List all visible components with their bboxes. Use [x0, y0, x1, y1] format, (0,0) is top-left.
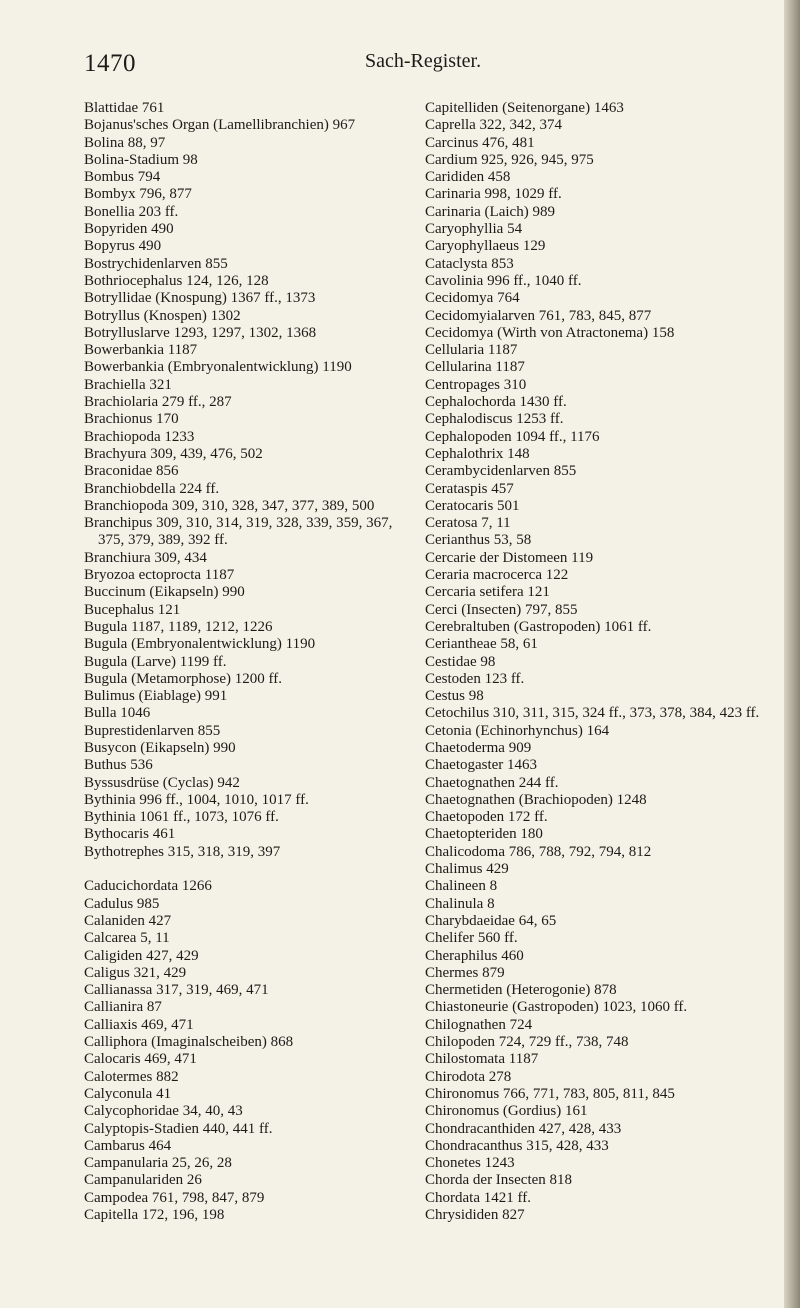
right-column — [425, 100, 785, 1224]
index-entry: Bryozoa ectoprocta 1187 — [84, 567, 235, 584]
index-entry: Braconidae 856 — [84, 463, 179, 480]
index-entry: Cerebraltuben (Gastropoden) 1061 ff. — [425, 618, 652, 635]
index-entry: Blattidae 761 — [84, 100, 165, 116]
page-number: 1470 — [84, 50, 136, 77]
index-entry: Brachionus 170 — [84, 411, 179, 428]
index-entry: Chilopoden 724, 729 ff., 738, 748 — [425, 1034, 629, 1051]
index-entry: Brachiopoda 1233 — [84, 428, 195, 445]
index-entry: Branchipus 309, 310, 314, 319, 328, 339, 359, 367, 375, 379, 389, 392 ff. — [84, 515, 393, 549]
index-entry: Carinaria (Laich) 989 — [425, 203, 555, 220]
index-entry: Bulla 1046 — [84, 705, 151, 722]
index-entry: Chermetiden (Heterogonie) 878 — [425, 982, 617, 999]
index-entry: Cecidomya (Wirth von Atractonema) 158 — [425, 324, 675, 341]
index-entry: Cadulus 985 — [84, 895, 160, 912]
index-entry: Bugula (Embryonalentwicklung) 1190 — [84, 636, 316, 653]
index-entry: Calycophoridae 34, 40, 43 — [84, 1103, 243, 1120]
index-entry: Ceraria macrocerca 122 — [425, 567, 569, 584]
index-entry: Chaetognathen 244 ff. — [425, 774, 559, 791]
index-entry: Chermes 879 — [425, 964, 505, 981]
index-entry: Cerataspis 457 — [425, 480, 514, 497]
index-entry: Cercaria setifera 121 — [425, 584, 550, 601]
left-column — [84, 100, 419, 1224]
index-entry: Chordata 1421 ff. — [425, 1189, 531, 1206]
index-entry: Chironomus 766, 771, 783, 805, 811, 845 — [425, 1085, 675, 1102]
index-entry: Bugula 1187, 1189, 1212, 1226 — [84, 618, 273, 635]
index-entry: Caryophyllaeus 129 — [425, 238, 546, 255]
index-entry: Capitelliden (Seitenorgane) 1463 — [425, 100, 624, 116]
index-entry: Bugula (Larve) 1199 ff. — [84, 653, 227, 670]
index-entry: Charybdaeidae 64, 65 — [425, 912, 557, 929]
index-entry: Buprestidenlarven 855 — [84, 722, 221, 739]
index-entry: Chilostomata 1187 — [425, 1051, 539, 1068]
index-entry: Chalineen 8 — [425, 878, 498, 895]
section-gap — [84, 861, 419, 878]
index-entry: Cephalochorda 1430 ff. — [425, 394, 567, 411]
index-entry: Bothriocephalus 124, 126, 128 — [84, 272, 269, 289]
index-entry: Caligiden 427, 429 — [84, 947, 199, 964]
index-entry: Chirodota 278 — [425, 1068, 512, 1085]
index-entry: Capitella 172, 196, 198 — [84, 1207, 225, 1223]
index-entry: Botrylluslarve 1293, 1297, 1302, 1368 — [84, 324, 317, 341]
index-entry: Chaetopoden 172 ff. — [425, 809, 548, 826]
index-entry: Branchiopoda 309, 310, 328, 347, 377, 389, 500 — [84, 497, 375, 514]
index-entry: Calliphora (Imaginalscheiben) 868 — [84, 1034, 294, 1051]
index-entry: Bucephalus 121 — [84, 601, 181, 618]
index-entry: Chelifer 560 ff. — [425, 930, 518, 947]
index-entry: Cheraphilus 460 — [425, 947, 524, 964]
index-entry: Brachiella 321 — [84, 376, 172, 393]
index-entry: Campanulariden 26 — [84, 1172, 202, 1189]
index-entry: Chalicodoma 786, 788, 792, 794, 812 — [425, 843, 652, 860]
index-entry: Cephalopoden 1094 ff., 1176 — [425, 428, 600, 445]
index-entry: Brachyura 309, 439, 476, 502 — [84, 445, 263, 462]
index-entry: Bythotrephes 315, 318, 319, 397 — [84, 843, 281, 860]
index-entry: Cestoden 123 ff. — [425, 670, 525, 687]
index-entry: Ceriantheae 58, 61 — [425, 636, 538, 653]
index-entry: Chonetes 1243 — [425, 1155, 515, 1172]
index-entry: Cerianthus 53, 58 — [425, 532, 532, 549]
page-edge — [784, 0, 800, 1308]
index-entry: Ceratocaris 501 — [425, 497, 520, 514]
index-entry: Callianira 87 — [84, 999, 162, 1016]
index-entry: Cestidae 98 — [425, 653, 496, 670]
index-entry: Cerci (Insecten) 797, 855 — [425, 601, 578, 618]
index-entry: Caryophyllia 54 — [425, 221, 523, 238]
index-entry: Chaetognathen (Brachiopoden) 1248 — [425, 791, 647, 808]
index-entry: Chaetopteriden 180 — [425, 826, 543, 843]
index-entry: Calcarea 5, 11 — [84, 930, 170, 947]
index-entry: Caligus 321, 429 — [84, 964, 187, 981]
index-entry: Bopyriden 490 — [84, 221, 174, 238]
index-entry: Botryllus (Knospen) 1302 — [84, 307, 241, 324]
index-entry: Bojanus'sches Organ (Lamellibranchien) 967 — [84, 117, 356, 134]
index-entry: Bulimus (Eiablage) 991 — [84, 688, 228, 705]
index-entry: Bopyrus 490 — [84, 238, 162, 255]
index-entry: Calocaris 469, 471 — [84, 1051, 197, 1068]
index-entry: Cetonia (Echinorhynchus) 164 — [425, 722, 610, 739]
index-entry: Cestus 98 — [425, 688, 484, 705]
index-entry: Bowerbankia (Embryonalentwicklung) 1190 — [84, 359, 352, 376]
index-entry: Carididen 458 — [425, 169, 511, 186]
index-entry: Calliaxis 469, 471 — [84, 1016, 194, 1033]
index-entry: Bostrychidenlarven 855 — [84, 255, 228, 272]
index-entry: Cavolinia 996 ff., 1040 ff. — [425, 272, 582, 289]
index-entry: Bonellia 203 ff. — [84, 203, 179, 220]
index-entry: Chondracanthiden 427, 428, 433 — [425, 1120, 622, 1137]
index-entry: Caprella 322, 342, 374 — [425, 117, 563, 134]
index-entry: Cetochilus 310, 311, 315, 324 ff., 373, 378, 384, 423 ff. — [425, 705, 760, 722]
index-entry: Chrysididen 827 — [425, 1207, 525, 1223]
index-entry: Calotermes 882 — [84, 1068, 179, 1085]
index-entry: Campodea 761, 798, 847, 879 — [84, 1189, 265, 1206]
index-entry: Byssusdrüse (Cyclas) 942 — [84, 774, 240, 791]
index-entry: Carinaria 998, 1029 ff. — [425, 186, 562, 203]
index-entry: Cercarie der Distomeen 119 — [425, 549, 594, 566]
index-entry: Bythocaris 461 — [84, 826, 176, 843]
index-entry: Cambarus 464 — [84, 1137, 172, 1154]
index-entry: Chalinula 8 — [425, 895, 495, 912]
index-entry: Bolina-Stadium 98 — [84, 151, 198, 168]
index-entry: Bolina 88, 97 — [84, 134, 166, 151]
index-entry: Bugula (Metamorphose) 1200 ff. — [84, 670, 283, 687]
index-entry: Bombyx 796, 877 — [84, 186, 192, 203]
index-entry: Campanularia 25, 26, 28 — [84, 1155, 232, 1172]
index-entry: Cardium 925, 926, 945, 975 — [425, 151, 594, 168]
index-entry: Chondracanthus 315, 428, 433 — [425, 1137, 609, 1154]
index-entry: Bythinia 1061 ff., 1073, 1076 ff. — [84, 809, 279, 826]
index-entry: Buthus 536 — [84, 757, 153, 774]
index-entry: Cephalothrix 148 — [425, 445, 530, 462]
index-entry: Carcinus 476, 481 — [425, 134, 535, 151]
index-entry: Calaniden 427 — [84, 912, 172, 929]
index-entry: Chiastoneurie (Gastropoden) 1023, 1060 ff. — [425, 999, 688, 1016]
index-entry: Bythinia 996 ff., 1004, 1010, 1017 ff. — [84, 791, 309, 808]
index-entry: Brachiolaria 279 ff., 287 — [84, 394, 232, 411]
index-entry: Caducichordata 1266 — [84, 878, 212, 895]
index-entry: Cataclysta 853 — [425, 255, 514, 272]
index-entry: Centropages 310 — [425, 376, 527, 393]
index-entry: Cephalodiscus 1253 ff. — [425, 411, 564, 428]
index-entry: Calyptopis-Stadien 440, 441 ff. — [84, 1120, 273, 1137]
index-entry: Branchiura 309, 434 — [84, 549, 207, 566]
index-entry: Callianassa 317, 319, 469, 471 — [84, 982, 269, 999]
index-entry: Bombus 794 — [84, 169, 161, 186]
index-entry: Cellularia 1187 — [425, 342, 518, 359]
index-entry: Calyconula 41 — [84, 1085, 172, 1102]
running-head: Sach-Register. — [365, 50, 482, 72]
index-entry: Bowerbankia 1187 — [84, 342, 198, 359]
index-entry: Cecidomyialarven 761, 783, 845, 877 — [425, 307, 652, 324]
index-entry: Chaetoderma 909 — [425, 739, 532, 756]
index-entry: Branchiobdella 224 ff. — [84, 480, 220, 497]
index-entry: Cellularina 1187 — [425, 359, 525, 376]
index-entry: Chironomus (Gordius) 161 — [425, 1103, 588, 1120]
index-entry: Cecidomya 764 — [425, 290, 520, 307]
index-entry: Busycon (Eikapseln) 990 — [84, 739, 236, 756]
index-entry: Chaetogaster 1463 — [425, 757, 538, 774]
index-entry: Chalimus 429 — [425, 861, 509, 878]
index-entry: Botryllidae (Knospung) 1367 ff., 1373 — [84, 290, 316, 307]
index-entry: Ceratosa 7, 11 — [425, 515, 511, 532]
index-entry: Cerambycidenlarven 855 — [425, 463, 577, 480]
index-entry: Chorda der Insecten 818 — [425, 1172, 573, 1189]
index-entry: Buccinum (Eikapseln) 990 — [84, 584, 245, 601]
index-entry: Chilognathen 724 — [425, 1016, 533, 1033]
